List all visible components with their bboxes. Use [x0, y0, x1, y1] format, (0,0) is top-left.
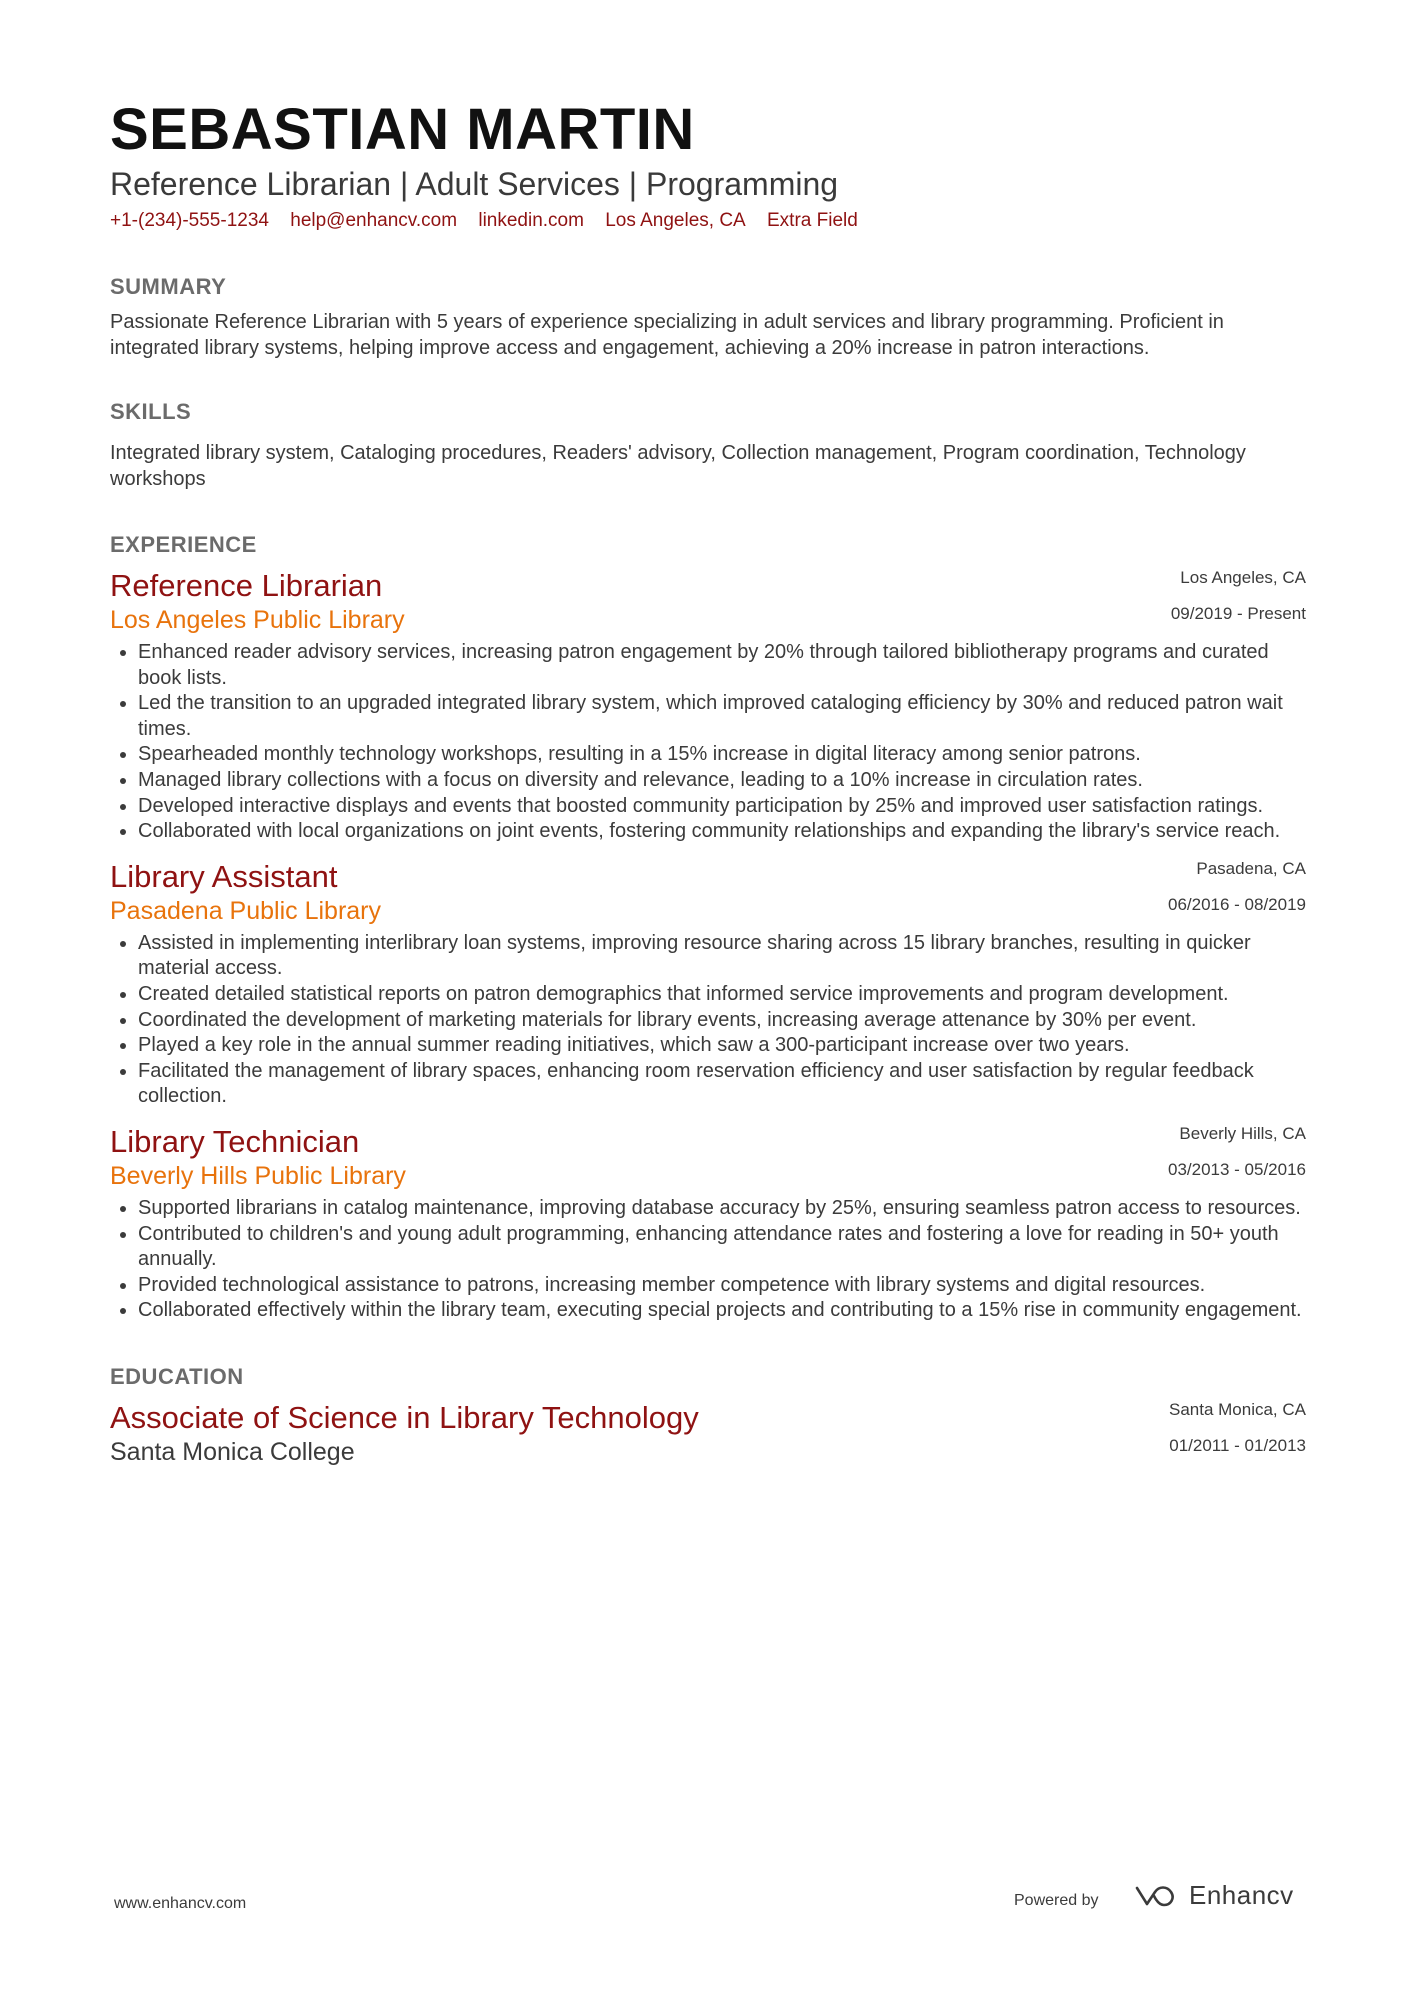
education-location: Santa Monica, CA — [1168, 1399, 1306, 1419]
bullet-item: • Managed library collections with a focus on diversity and relevance, leading to a 10% increase in circulation rates. — [138, 768, 1306, 794]
education-dates: 01/2011 - 01/2013 — [1169, 1435, 1306, 1455]
bullet-item: • Collaborated effectively within the library team, executing special projects and contributing to a 15% rise in community engagement. — [138, 1298, 1306, 1324]
skills-text: Integrated library system, Cataloging procedures, Readers' advisory, Collection management, Program coordination, Technology workshops — [110, 442, 1246, 490]
job-company: Los Angeles Public Library — [110, 606, 405, 634]
job-title: Reference Librarian — [110, 568, 383, 603]
school-name: Santa Monica College — [110, 1437, 355, 1466]
contact-phone[interactable]: +1-(234)-555-1234 — [110, 210, 269, 231]
job-title: Library Assistant — [110, 858, 338, 894]
job-location: Pasadena, CA — [1196, 858, 1306, 878]
job-dates: 03/2013 - 05/2016 — [1167, 1159, 1306, 1179]
contact-location: Los Angeles, CA — [605, 210, 746, 231]
bullet-item: • Coordinated the development of marketing materials for library events, increasing average attenance by 30% per event. — [138, 1008, 1306, 1034]
education-entry — [110, 1400, 1306, 1468]
bullet-item: • Collaborated with local organizations on joint events, fostering community relationships and expanding the library's service reach. — [138, 819, 1306, 845]
contact-email[interactable]: help@enhancv.com — [290, 210, 458, 231]
candidate-name: SEBASTIAN MARTIN — [110, 97, 695, 162]
bullet-item: • Led the transition to an upgraded integrated library system, which improved cataloging efficiency by 30% and reduced patron wait times. — [138, 691, 1306, 742]
job-dates: 06/2016 - 08/2019 — [1167, 894, 1306, 914]
job-title: Library Technician — [110, 1123, 360, 1159]
experience-title: EXPERIENCE — [110, 532, 257, 557]
summary-title: SUMMARY — [110, 274, 227, 299]
enhancv-logo-icon — [1133, 1883, 1179, 1909]
degree-title: Associate of Science in Library Technology — [110, 1399, 699, 1435]
contact-bar — [110, 208, 1306, 234]
footer-url[interactable]: www.enhancv.com — [114, 1895, 247, 1912]
job-bullets — [110, 931, 1306, 1110]
summary-text: Passionate Reference Librarian with 5 years of experience specializing in adult services and library programming. Proficient in integrated library systems, helping improve access and engagement, achieving a 20% increase in patron interactions. — [110, 311, 1224, 359]
job-company: Pasadena Public Library — [110, 896, 381, 925]
bullet-item: • Enhanced reader advisory services, increasing patron engagement by 20% through tailored bibliotherapy programs and curated book lists. — [138, 640, 1306, 691]
summary-section — [110, 274, 1306, 361]
bullet-item: • Provided technological assistance to patrons, increasing member competence with library systems and digital resources. — [138, 1273, 1306, 1299]
bullet-item: • Supported librarians in catalog maintenance, improving database accuracy by 25%, ensuring seamless patron access to resources. — [138, 1196, 1306, 1222]
contact-extra: Extra Field — [767, 210, 858, 231]
job-company: Beverly Hills Public Library — [110, 1161, 406, 1190]
job-location: Beverly Hills, CA — [1179, 1123, 1306, 1143]
education-section — [110, 1364, 1306, 1468]
bullet-item: • Facilitated the management of library spaces, enhancing room reservation efficiency and user satisfaction by regular feedback collection. — [138, 1059, 1306, 1110]
powered-by-label: Powered by — [1014, 1892, 1099, 1909]
contact-linkedin[interactable]: linkedin.com — [478, 210, 584, 231]
bullet-item: • Created detailed statistical reports on patron demographics that informed service improvements and program development. — [138, 982, 1306, 1008]
bullet-item: • Developed interactive displays and events that boosted community participation by 25% and improved user satisfaction ratings. — [138, 794, 1306, 820]
enhancv-logo-text: Enhancv — [1189, 1880, 1294, 1910]
skills-section — [110, 399, 1306, 492]
job-bullets — [110, 1196, 1306, 1324]
job-bullets — [110, 640, 1306, 845]
headline: Reference Librarian | Adult Services | Programming — [110, 166, 839, 202]
enhancv-logo[interactable] — [1133, 1880, 1294, 1911]
job-entry — [110, 859, 1306, 1110]
job-location: Los Angeles, CA — [1180, 568, 1306, 587]
job-entry — [110, 568, 1306, 845]
resume-page — [110, 96, 1306, 1468]
bullet-item: • Played a key role in the annual summer reading initiatives, which saw a 300-participant increase over two years. — [138, 1033, 1306, 1059]
bullet-item: • Contributed to children's and young adult programming, enhancing attendance rates and fostering a love for reading in 50+ youth annually. — [138, 1222, 1306, 1273]
bullet-item: • Spearheaded monthly technology workshops, resulting in a 15% increase in digital literacy among senior patrons. — [138, 742, 1306, 768]
skills-title: SKILLS — [110, 399, 192, 424]
job-entry — [110, 1124, 1306, 1324]
education-title: EDUCATION — [110, 1363, 244, 1389]
job-dates: 09/2019 - Present — [1170, 604, 1306, 623]
bullet-item: • Assisted in implementing interlibrary loan systems, improving resource sharing across 15 library branches, resulting in quicker material access. — [138, 931, 1306, 982]
experience-section — [110, 532, 1306, 1324]
